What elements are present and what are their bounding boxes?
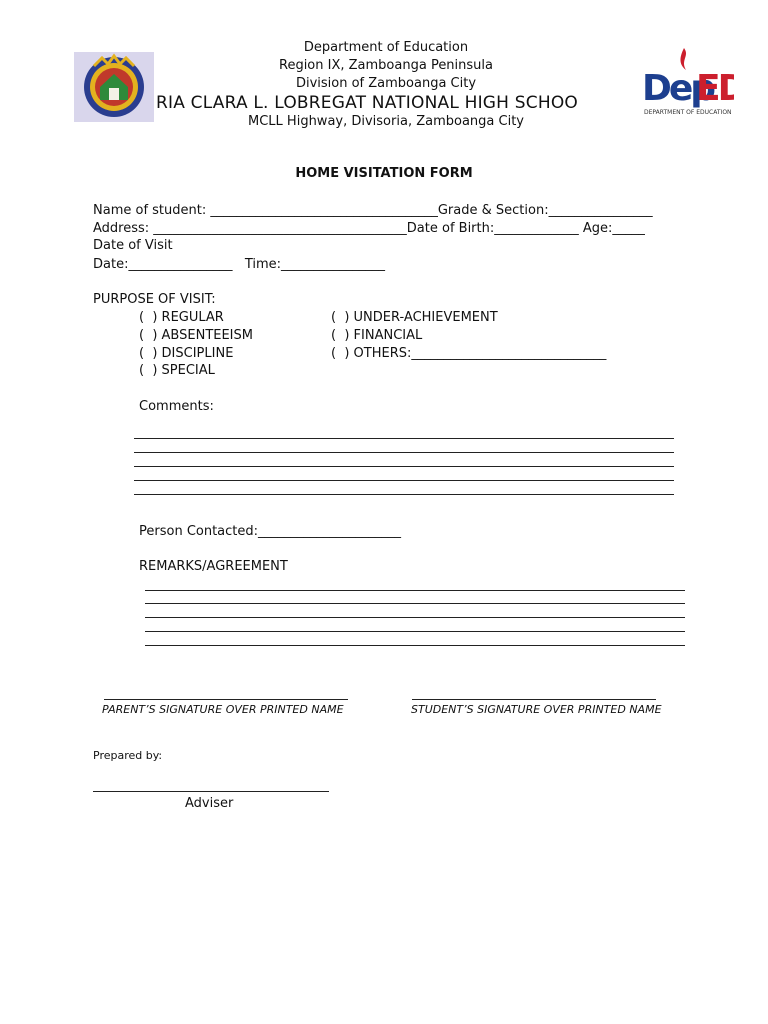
parent-signature-line[interactable] — [104, 699, 348, 700]
address-dob-age-field[interactable]: Address: _______________________________________Date of Birth:_____________ Age:_____ — [93, 221, 645, 236]
header-department: Department of Education — [303, 40, 469, 55]
header-region: Region IX, Zamboanga Peninsula — [279, 58, 493, 73]
remarks-agreement-label: REMARKS/AGREEMENT — [139, 559, 288, 574]
purpose-option-absenteeism[interactable]: ( ) ABSENTEEISM — [139, 328, 253, 343]
svg-text:ED: ED — [696, 68, 734, 109]
purpose-option-others[interactable]: ( ) OTHERS:______________________________ — [331, 346, 607, 361]
remarks-line[interactable] — [145, 590, 685, 591]
purpose-option-special[interactable]: ( ) SPECIAL — [139, 363, 215, 378]
comments-line[interactable] — [134, 438, 674, 439]
comments-line[interactable] — [134, 494, 674, 495]
purpose-option-regular[interactable]: ( ) REGULAR — [139, 310, 224, 325]
adviser-label: Adviser — [185, 796, 234, 811]
comments-line[interactable] — [134, 452, 674, 453]
adviser-signature-line[interactable] — [93, 791, 329, 792]
comments-line[interactable] — [134, 466, 674, 467]
purpose-of-visit-label: PURPOSE OF VISIT: — [93, 292, 216, 307]
purpose-option-discipline[interactable]: ( ) DISCIPLINE — [139, 346, 234, 361]
date-of-visit-label: Date of Visit — [93, 238, 173, 253]
school-address: MCLL Highway, Divisoria, Zamboanga City — [248, 114, 524, 129]
person-contacted-field[interactable]: Person Contacted:______________________ — [139, 524, 402, 539]
date-time-field[interactable]: Date:________________ Time:________________ — [93, 257, 386, 272]
comments-line[interactable] — [134, 480, 674, 481]
header-division: Division of Zamboanga City — [295, 76, 477, 91]
remarks-line[interactable] — [145, 645, 685, 646]
remarks-line[interactable] — [145, 603, 685, 604]
remarks-line[interactable] — [145, 631, 685, 632]
prepared-by-label: Prepared by: — [93, 749, 163, 762]
student-signature-line[interactable] — [412, 699, 656, 700]
purpose-option-under-achievement[interactable]: ( ) UNDER-ACHIEVEMENT — [331, 310, 498, 325]
student-name-grade-field[interactable]: Name of student: ___________________________________Grade & Section:________________ — [93, 203, 653, 218]
svg-text:Dep: Dep — [642, 68, 714, 109]
svg-text:DEPARTMENT OF EDUCATION: DEPARTMENT OF EDUCATION — [644, 109, 732, 116]
remarks-line[interactable] — [145, 617, 685, 618]
purpose-option-financial[interactable]: ( ) FINANCIAL — [331, 328, 423, 343]
student-signature-label: STUDENT’S SIGNATURE OVER PRINTED NAME — [411, 703, 662, 716]
parent-signature-label: PARENT’S SIGNATURE OVER PRINTED NAME — [102, 703, 344, 716]
form-title: HOME VISITATION FORM — [295, 166, 473, 181]
comments-label: Comments: — [139, 399, 214, 414]
school-name: RIA CLARA L. LOBREGAT NATIONAL HIGH SCHOO — [156, 93, 578, 113]
